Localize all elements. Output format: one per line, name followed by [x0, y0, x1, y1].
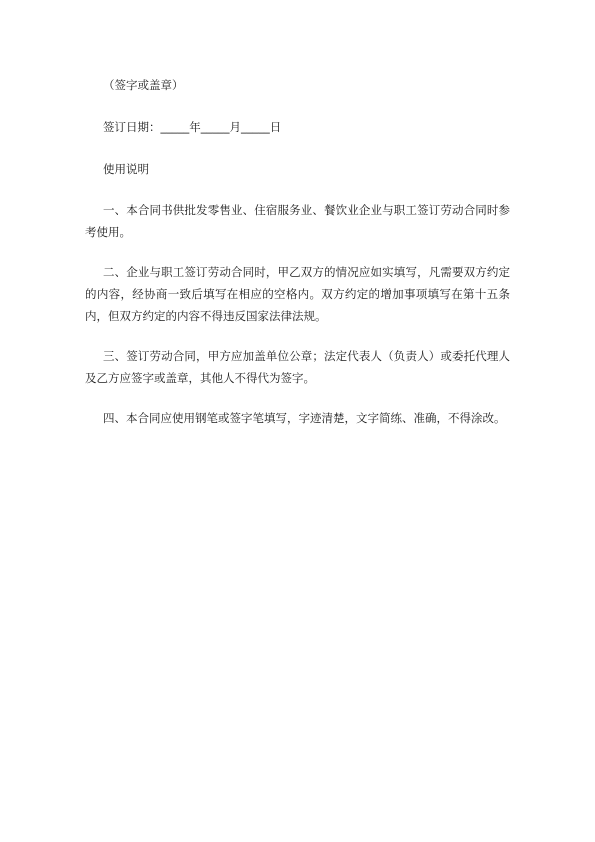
signature-line: （签字或盖章） — [103, 78, 184, 92]
sign-date-day-label: 日 — [269, 120, 282, 134]
instructions-heading: 使用说明 — [103, 162, 149, 176]
instruction-item-1: 一、本合同书供批发零售业、住宿服务业、餐饮业企业与职工签订劳动合同时参考使用。 — [85, 203, 510, 239]
sign-date-year-blank: _____ — [160, 120, 190, 134]
instruction-item-2: 二、企业与职工签订劳动合同时，甲乙双方的情况应如实填写，凡需要双方约定的内容，经协商一致后填写在相应的空格内。双方约定的增加事项填写在第十五条内，但双方约定的内容不得违反国家法律法规。 — [85, 265, 510, 323]
sign-date-month-blank: _____ — [200, 120, 230, 134]
sign-date-line — [85, 116, 510, 138]
sign-date-label: 签订日期： — [103, 120, 161, 134]
instruction-item-3: 三、签订劳动合同，甲方应加盖单位公章；法定代表人（负责人）或委托代理人及乙方应签字或盖章，其他人不得代为签字。 — [85, 349, 510, 385]
sign-date-day-blank: _____ — [241, 120, 270, 134]
instruction-item-4: 四、本合同应使用钢笔或签字笔填写，字迹清楚，文字简练、准确，不得涂改。 — [103, 411, 506, 425]
sign-date-year-label: 年 — [189, 120, 201, 134]
sign-date-month-label: 月 — [229, 120, 241, 134]
